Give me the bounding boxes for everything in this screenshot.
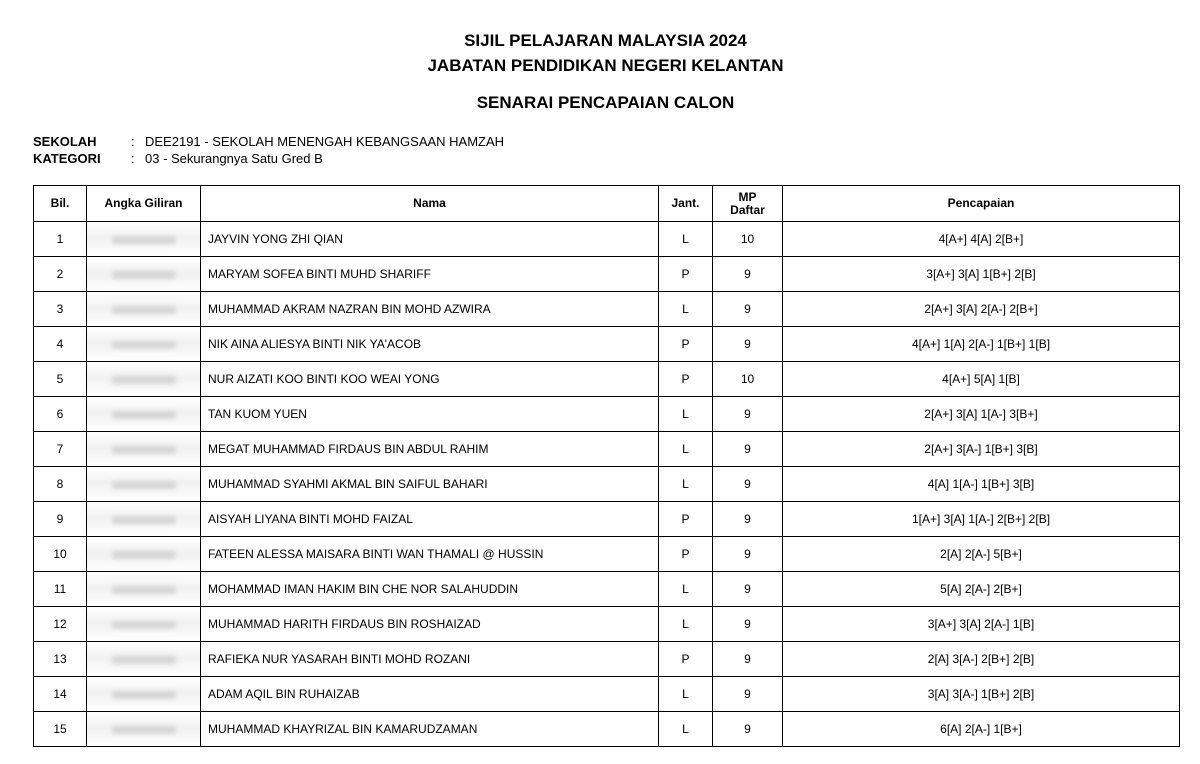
cell-pencapaian: 3[A+] 3[A] 1[B+] 2[B] <box>783 257 1180 292</box>
table-row <box>34 502 1180 537</box>
cell-jantina: L <box>659 607 713 642</box>
cell-nama: TAN KUOM YUEN <box>201 397 659 432</box>
cell-mp-daftar: 10 <box>713 222 783 257</box>
cell-bil: 9 <box>34 502 87 537</box>
cell-jantina: P <box>659 362 713 397</box>
document-subtitle: SENARAI PENCAPAIAN CALON <box>476 93 735 112</box>
cell-pencapaian: 1[A+] 3[A] 1[A-] 2[B+] 2[B] <box>783 502 1180 537</box>
cell-pencapaian: 2[A+] 3[A-] 1[B+] 3[B] <box>783 432 1180 467</box>
info-kategori <box>33 151 323 167</box>
redacted-id <box>112 726 176 734</box>
cell-bil: 11 <box>34 572 87 607</box>
redacted-id <box>112 691 176 699</box>
cell-mp-daftar: 9 <box>713 432 783 467</box>
cell-pencapaian: 4[A+] 1[A] 2[A-] 1[B+] 1[B] <box>783 327 1180 362</box>
cell-bil: 1 <box>34 222 87 257</box>
cell-pencapaian: 4[A+] 5[A] 1[B] <box>783 362 1180 397</box>
cell-nama: MOHAMMAD IMAN HAKIM BIN CHE NOR SALAHUDDIN <box>201 572 659 607</box>
sekolah-label: SEKOLAH <box>33 134 97 149</box>
table-row <box>34 607 1180 642</box>
redacted-id <box>112 621 176 629</box>
cell-nama: MUHAMMAD HARITH FIRDAUS BIN ROSHAIZAD <box>201 607 659 642</box>
cell-nama: AISYAH LIYANA BINTI MOHD FAIZAL <box>201 502 659 537</box>
cell-jantina: P <box>659 537 713 572</box>
cell-nama: MEGAT MUHAMMAD FIRDAUS BIN ABDUL RAHIM <box>201 432 659 467</box>
cell-mp-daftar: 9 <box>713 467 783 502</box>
redacted-id <box>112 656 176 664</box>
cell-angka-giliran <box>87 607 201 642</box>
cell-mp-daftar: 9 <box>713 257 783 292</box>
cell-angka-giliran <box>87 502 201 537</box>
redacted-id <box>112 306 176 314</box>
header-pencapaian: Pencapaian <box>783 186 1180 222</box>
redacted-id <box>112 481 176 489</box>
cell-jantina: L <box>659 397 713 432</box>
table-row <box>34 397 1180 432</box>
header-bil: Bil. <box>34 186 87 222</box>
cell-bil: 4 <box>34 327 87 362</box>
cell-mp-daftar: 9 <box>713 292 783 327</box>
cell-bil: 3 <box>34 292 87 327</box>
redacted-id <box>112 446 176 454</box>
redacted-id <box>112 516 176 524</box>
table-row <box>34 257 1180 292</box>
cell-jantina: L <box>659 677 713 712</box>
table-row <box>34 362 1180 397</box>
table-header-row <box>34 186 1180 222</box>
info-sekolah <box>33 134 504 150</box>
cell-angka-giliran <box>87 327 201 362</box>
redacted-id <box>112 586 176 594</box>
cell-nama: MARYAM SOFEA BINTI MUHD SHARIFF <box>201 257 659 292</box>
sekolah-separator: : <box>131 134 135 149</box>
cell-mp-daftar: 9 <box>713 397 783 432</box>
cell-jantina: P <box>659 257 713 292</box>
table-row <box>34 677 1180 712</box>
cell-nama: ADAM AQIL BIN RUHAIZAB <box>201 677 659 712</box>
table-body <box>34 222 1180 747</box>
kategori-separator: : <box>131 151 135 166</box>
cell-pencapaian: 2[A] 3[A-] 2[B+] 2[B] <box>783 642 1180 677</box>
cell-mp-daftar: 9 <box>713 642 783 677</box>
cell-pencapaian: 4[A+] 4[A] 2[B+] <box>783 222 1180 257</box>
cell-angka-giliran <box>87 292 201 327</box>
cell-pencapaian: 4[A] 1[A-] 1[B+] 3[B] <box>783 467 1180 502</box>
table-row <box>34 642 1180 677</box>
results-table <box>33 185 1180 747</box>
redacted-id <box>112 236 176 244</box>
header-jantina: Jant. <box>659 186 713 222</box>
cell-nama: MUHAMMAD SYAHMI AKMAL BIN SAIFUL BAHARI <box>201 467 659 502</box>
header-mp-daftar-line1: MP <box>738 189 757 204</box>
cell-mp-daftar: 9 <box>713 572 783 607</box>
cell-bil: 6 <box>34 397 87 432</box>
cell-angka-giliran <box>87 467 201 502</box>
cell-bil: 15 <box>34 712 87 747</box>
cell-jantina: P <box>659 642 713 677</box>
cell-pencapaian: 2[A] 2[A-] 5[B+] <box>783 537 1180 572</box>
header-nama: Nama <box>201 186 659 222</box>
cell-angka-giliran <box>87 222 201 257</box>
cell-angka-giliran <box>87 537 201 572</box>
cell-nama: MUHAMMAD KHAYRIZAL BIN KAMARUDZAMAN <box>201 712 659 747</box>
cell-mp-daftar: 9 <box>713 537 783 572</box>
cell-bil: 13 <box>34 642 87 677</box>
cell-pencapaian: 2[A+] 3[A] 1[A-] 3[B+] <box>783 397 1180 432</box>
cell-mp-daftar: 10 <box>713 362 783 397</box>
header-mp-daftar-line2: Daftar <box>730 202 765 217</box>
cell-mp-daftar: 9 <box>713 327 783 362</box>
cell-jantina: L <box>659 292 713 327</box>
cell-jantina: P <box>659 502 713 537</box>
cell-mp-daftar: 9 <box>713 502 783 537</box>
table-row <box>34 222 1180 257</box>
cell-angka-giliran <box>87 572 201 607</box>
cell-bil: 12 <box>34 607 87 642</box>
header-angka-giliran: Angka Giliran <box>87 186 201 222</box>
redacted-id <box>112 411 176 419</box>
cell-nama: JAYVIN YONG ZHI QIAN <box>201 222 659 257</box>
cell-bil: 8 <box>34 467 87 502</box>
table-row <box>34 292 1180 327</box>
kategori-value: 03 - Sekurangnya Satu Gred B <box>145 151 323 166</box>
table-row <box>34 467 1180 502</box>
table-row <box>34 572 1180 607</box>
cell-angka-giliran <box>87 432 201 467</box>
cell-bil: 7 <box>34 432 87 467</box>
cell-bil: 14 <box>34 677 87 712</box>
table-row <box>34 712 1180 747</box>
cell-angka-giliran <box>87 362 201 397</box>
cell-nama: FATEEN ALESSA MAISARA BINTI WAN THAMALI @ HUSSIN <box>201 537 659 572</box>
document-department: JABATAN PENDIDIKAN NEGERI KELANTAN <box>427 56 784 75</box>
cell-pencapaian: 3[A] 3[A-] 1[B+] 2[B] <box>783 677 1180 712</box>
redacted-id <box>112 551 176 559</box>
cell-nama: RAFIEKA NUR YASARAH BINTI MOHD ROZANI <box>201 642 659 677</box>
cell-nama: MUHAMMAD AKRAM NAZRAN BIN MOHD AZWIRA <box>201 292 659 327</box>
table-row <box>34 537 1180 572</box>
redacted-id <box>112 376 176 384</box>
redacted-id <box>112 341 176 349</box>
cell-angka-giliran <box>87 257 201 292</box>
cell-jantina: L <box>659 572 713 607</box>
cell-jantina: L <box>659 712 713 747</box>
redacted-id <box>112 271 176 279</box>
cell-jantina: L <box>659 432 713 467</box>
cell-jantina: L <box>659 222 713 257</box>
document-title: SIJIL PELAJARAN MALAYSIA 2024 <box>464 31 747 50</box>
cell-nama: NUR AIZATI KOO BINTI KOO WEAI YONG <box>201 362 659 397</box>
cell-bil: 10 <box>34 537 87 572</box>
cell-jantina: L <box>659 467 713 502</box>
kategori-label: KATEGORI <box>33 151 101 166</box>
header-mp-daftar <box>713 186 783 222</box>
cell-angka-giliran <box>87 712 201 747</box>
cell-pencapaian: 6[A] 2[A-] 1[B+] <box>783 712 1180 747</box>
cell-mp-daftar: 9 <box>713 677 783 712</box>
cell-angka-giliran <box>87 677 201 712</box>
table-row <box>34 327 1180 362</box>
table-row <box>34 432 1180 467</box>
cell-bil: 2 <box>34 257 87 292</box>
cell-jantina: P <box>659 327 713 362</box>
cell-nama: NIK AINA ALIESYA BINTI NIK YA'ACOB <box>201 327 659 362</box>
cell-mp-daftar: 9 <box>713 607 783 642</box>
cell-angka-giliran <box>87 642 201 677</box>
cell-pencapaian: 2[A+] 3[A] 2[A-] 2[B+] <box>783 292 1180 327</box>
cell-pencapaian: 3[A+] 3[A] 2[A-] 1[B] <box>783 607 1180 642</box>
cell-pencapaian: 5[A] 2[A-] 2[B+] <box>783 572 1180 607</box>
cell-bil: 5 <box>34 362 87 397</box>
cell-angka-giliran <box>87 397 201 432</box>
sekolah-value: DEE2191 - SEKOLAH MENENGAH KEBANGSAAN HAMZAH <box>145 134 505 149</box>
cell-mp-daftar: 9 <box>713 712 783 747</box>
